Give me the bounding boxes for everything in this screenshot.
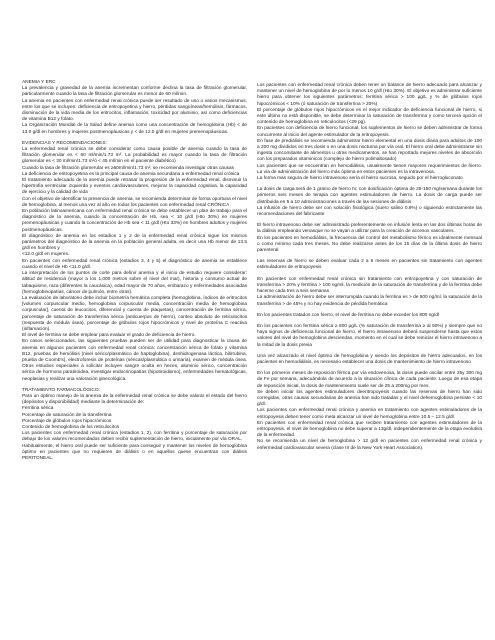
paragraph: En los pacientes con ferritina sérica ≥ 800 µg/L (% saturación de transferrina ≥ al 50%) y siempre que no haya signos de deficiencia funcional de hierro, el hierro intravenoso deberá suspenderse hasta que estos valores del nivel de hemoglobina desciendan, momento en el cual se debe reiniciar el hierro intravenoso a la mitad de la dosis previa (257, 323, 482, 348)
paragraph: Con el objetivo de identificar la presencia de anemia, se recomienda determinar de forma oportuna el nivel de hemoglobina, al menos una vez al año en todos los pacientes con enfermedad renal CRÓNICA (22, 196, 247, 208)
paragraph: En los primeros meses de reposición férrica por vía endovenosa, la dosis puede oscilar entre 25y 300 mg de Fe por semana, adecuándola de acuerdo a la situación clínica de cada paciente. Luego de esa etapa de reposición inicial, la dosis de mantenimiento suele ser de 25 a 200mg por mes. (257, 371, 482, 389)
right-column (257, 83, 482, 452)
list-item: Porcentaje de glóbulos rojos hipocrómicos (22, 418, 112, 424)
paragraph: En los pacientes en hemodiálisis, la frecuencia del control del metabolismo férrico es idealmente mensual o como mínimo cada tres meses. No debe realizarse antes de los 15 días de la última dosis de hierro parenteral (257, 235, 482, 254)
paragraph: La interpretación de los puntos de corte para definir anemia y el inicio de estudio requiere considerar: altitud de residencia (mayor a los 1,000 metros sobre el nivel del mar), historia y consumo actual de tabaquismo, raza (diferentes la caucásica), edad mayor de 70 años, embarazo y enfermedades asociadas (hemoglobinopatías, cáncer de pulmón, entre otras). (22, 271, 247, 295)
paragraph: Los pacientes con enfermedad renal crónica deben tener un balance de hierro adecuado para alcanzar y mantener un nivel de hemoglobina de por lo menos 10 g/dl (Hto 30%). El objetivo es administrar suficiente hierro para obtener los siguientes parámetros: ferritina sérica > 100 µg/L y % de glóbulos rojos hipocrómicos < 10% (ó saturación de transferrina > 20%) (257, 83, 482, 107)
paragraph: La anemia en pacientes con enfermedad renal crónica puede ser resultado de uno o varios mecanismos, entre los que se incluyen: deficiencia de eritropoyetina y hierro, pérdidas sanguíneas/hemólisis, fármacos, disminución de la vida media de los eritrocitos, inflamación, toxicidad por aluminio, así como deficiencias de vitamina B12 y folato. (22, 98, 247, 123)
paragraph: El tratamiento adecuado de la anemia puede retrasar la progresión de la enfermedad renal, disminuir la hipertrofia ventricular izquierda y eventos cardiovasculares, mejorar la capacidad cognitiva, la capacidad de ejercicio y la calidad de vida (22, 178, 247, 196)
section-heading-evidencias: EVIDENCIAS Y RECOMENDACIONES: (22, 140, 107, 146)
list-item: Porcentaje de saturación de la transferrina (22, 412, 112, 418)
paragraph: Las reservas de hierro se deben evaluar cada 2 a 6 meses en pacientes sin tratamiento con agentes estimuladores de eritropoyesis (257, 259, 482, 271)
list-item: Ferritina sérica (22, 406, 54, 412)
paragraph: En pacientes con enfermedad renal crónica (estadios 3, 4 y 5) el diagnóstico de anemia se establece cuando el nivel de Hb <11.0 g/dl. (22, 258, 247, 270)
paragraph: Para un óptimo manejo de la anemia de la enfermedad renal crónica se debe valorar el estado del hierro (depósitos y disponibilidad) mediante la determinación de: (22, 393, 247, 406)
paragraph: En pacientes con enfermedad renal crónica que reciben tratamiento con agentes estimuladores de la eritropoyesis, el nivel de hemoglobina no debe superar a 13g/dl, independientemente de la etapa evolutiva de la enfermedad. (257, 420, 482, 439)
paragraph: La infusión de hierro debe ser con solución fisiológica (suero salino 0.9%) o siguiendo estrictamente las recomendaciones del fabricante (257, 205, 482, 218)
paragraph: La dosis de carga será de 1 gramo de hierro IV, con dosificación óptima de 25-150 mg/semana durante los primeros seis meses de terapia con agentes estimuladores de hierro. La dosis de carga puede ser distribuida en 5 a 10 administraciones a través de las sesiones de diálisis (257, 187, 482, 205)
left-column (22, 80, 247, 462)
paragraph: El nivel de ferritina se debe emplear para evaluar el grado de deficiencia de hierro. (22, 333, 196, 339)
section-heading-anemia-erc: ANEMIA Y ERC (22, 80, 56, 85)
paragraph: La forma mas segura de hierro intravenoso sería el hierro sucrosa, seguido por el hierrogluconato (257, 176, 463, 182)
paragraph: La deficiencia de eritropoyetina es la principal causa de anemia secundaria a enfermedad renal crónica (22, 171, 240, 177)
paragraph: En los pacientes tratados con hierro, el nivel de ferritina no debe exceder los 800 ng/dl (257, 312, 439, 318)
paragraph: En pacientes con deficiencia de hierro funcional, los suplementos de hierro se deben administrar de forma concurrente al inicio del agente estimulador de la eritropoyesis. (257, 126, 482, 138)
list-item: Contenido de hemoglobina de los reticulocitos (22, 424, 120, 430)
paragraph: La enfermedad renal crónica se debe considerar como causa posible de anemia cuando la tasa de filtración glomerular es < 60 ml/min/1.73 m². La probabilidad es mayor cuando la tasa de filtración glomerular es < 30 ml/min/1.73 m²ó < 45 ml/min en el paciente diabético) (22, 147, 247, 165)
paragraph: Habitualmente, el hierro oral puede ser suficiente para conseguir y mantener los niveles de hemoglobina óptimo en pacientes que no requieren de diálisis o en aquellos quese encuentran con diálisis PERITONEAL. (22, 443, 247, 461)
paragraph: En fase de prediálisis se recomienda administrar hierro elemental en una dosis diaria para adultos de 100 a 200 mg divididos en tres dosis o en una dosis nocturna por vía oral. El hierro oral debe administrarse sin ingesta concomitante de alimentos u otras medicamentos, se han reportado mejores niveles de absorción con los preparados vitaminicos (complejo de hierro polimaltosado) (257, 138, 482, 163)
paragraph: Los pacientes con enfermedad renal crónica y anemia en tratamiento con agentes estimuladores de la eritropoyesis deben tener como meta alcanzar un nivel de hemoglobina entre 10.5 – 12.5 g/dl. (257, 408, 482, 420)
paragraph: El hierro intravenoso debe ser administrado preferentemente en infusión lenta en las dos últimas horas de la diálisis empleando venasque no se vayan a utilizar para la creación de accesos vasculares. (257, 223, 482, 235)
paragraph: El porcentaje de glóbulos rojos hipocrómicos es el mejor indicador de deficiencia funcional de hierro, si este último no está disponible, se debe determinar la saturación de transferrina y como tercera opción el contenido de hemoglobina en reticulocitos (<29 pg). (257, 107, 482, 126)
paragraph: En casos seleccionados, las siguientes pruebas pueden ser de utilidad para diagnosticar la causa de anemia en algunos pacientes con enfermedad renal crónica: concentración sérica de folato y vitamina B12, pruebas de hemólisis (nivel sérico/plasmático de haptoglobina), deshidrogenasa láctica, bilirrubina, prueba de Coomb's), electroforesis de proteínas (séricas/plasmática o urinaria), examen de médula ósea. Otros estudios especiales a solicitar incluyen sangre oculta en heces, aluminio sérico, concentración sérica de hormona paratiroidea, investigar endocrinopatías (hipotiroidismo), enfermedades hematológicas, neoplasias y realizar una valoración ginecológica. (22, 339, 247, 382)
paragraph: La administración de hierro debe ser interrumpida cuando la ferritina es > de 500 ng/ml, la saturación de la transferrina > de 45% y no hay evidencia de pérdida hemática (257, 295, 482, 307)
paragraph: Se deben iniciar los agentes estimuladores deeritropoyesis cuando las reservas de hierro han sido corregidas, otras causas secundarias de anemia han sido tratadas y el nivel dehemoglobina persiste < 10 g/dl. (257, 389, 482, 408)
paragraph: La prevalencia y gravedad de la anemia incrementan conforme declina la tasa de filtración glomerular, particularmente cuando la tasa de filtración glomerular es menor de 60 ml/min. (22, 86, 247, 98)
paragraph: Los pacientes con enfermedad renal crónica (estadios 1, 2), con ferritina y porcentaje de saturación por debajo de los valores recomendados deben recibir suplementación de hierro, inicialmente por vía ORAL. (22, 431, 247, 443)
paragraph: La Organización Mundial de la Salud define anemia como una concentración de hemoglobina (Hb) < de 13.0 g/dl en hombres y mujeres postmenopáusicas y < de 12.0 g/dl en mujeres premenopáusicas. (22, 123, 247, 135)
paragraph: No se recomienda un nivel de hemoglobina > 12 g/dl en pacientes con enfermedad renal crónica y enfermedad cardiovascular severa (clase III de la New York Heart Association). (257, 439, 482, 451)
paragraph: El diagnóstico de anemia en los estadios 1 y 2 de la enfermedad renal crónica sigue los mismos parámetros del diagnóstico de la anemia en la población general adulta, es decir una Hb menor de 13.5 g/dl en hombres y (22, 233, 247, 252)
section-heading-tratamiento: TRATAMIENTO FARMACOLÓGICO: (22, 387, 100, 393)
paragraph: Una vez alcanzado el nivel óptimo de hemoglobina y siendo los depósitos de hierro adecuados, en los pacientes en hemodiálisis, es necesario establecer una dosis de mantenimiento de hierro intravenoso (257, 353, 482, 365)
paragraph: Los pacientes que se encuentran en hemodiálisis, usualmente tienen mayores requerimientos de hierro. La vía de administración del hierro más óptima en estos pacientes es la intravenosa. (257, 163, 482, 175)
paragraph: Cuando la tasa de filtración glomerular es ≥60ml/min/1.73 m², se recomienda investigar otras causas (22, 165, 234, 171)
paragraph: La evaluación de laboratorio debe incluir biometría hemática completa (hemoglobina, índices de eritrocitos [volumen corpuscular medio, hemoglobina corpuscular media, concentración media de hemoglobina corpuscular], cuenta de leucocitos, diferencial y cuenta de plaquetas), concentración de ferritina sérica, porcentaje de saturación de transferrina sérica (anticuerpos de hierro), conteo absoluto de reticulocitos (respuesta de médula ósea), porcentaje de glóbulos rojos hipocrómicos y nivel de proteína C reactiva (inflamación). (22, 295, 247, 332)
paragraph: En pacientes con enfermedad renal crónica sin tratamiento con eritropoyetina y con saturación de transferrina > 20% y ferritina > 100 ng/ml, la medición de la saturación de transferrina y de la ferritina debe hacerse cada tres a seis semanas (257, 276, 482, 295)
paragraph: En población latinoamericana con enfermedad renal crónica se debe establecer un plan de trabajo para el diagnóstico de la anemia, cuando la concentración de Hb, sea < 10 g/dl (Hto 30%) en mujeres premenopáusicas y cuando la concentración de Hb sea < 11 g/dl (Hto 33%) en hombres adultos y mujeres postmenopáusicas. (22, 209, 247, 233)
paragraph: <12.0 g/dl en mujeres. (22, 252, 70, 258)
